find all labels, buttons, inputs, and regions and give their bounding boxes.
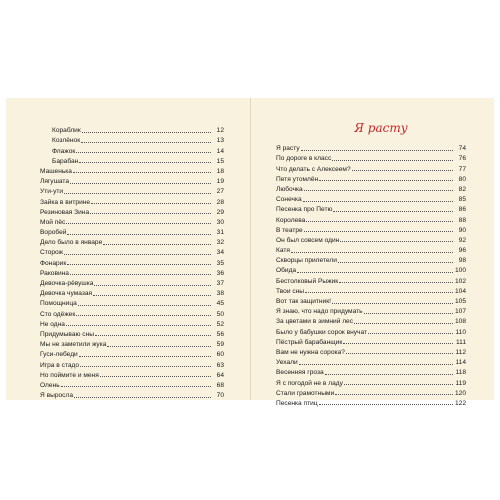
toc-entry-title: Придумываю сны [40,330,94,338]
dot-leader [82,132,211,133]
toc-entry-title: Лягушата [40,178,70,186]
toc-entry-title: Зайка в витрине [40,198,91,206]
toc-entry [40,277,224,287]
toc-entry [40,307,224,317]
toc-entry-page: 15 [216,157,224,165]
toc-entry [40,236,224,246]
toc-entry-page: 34 [216,249,224,257]
toc-entry-page: 85 [458,196,466,204]
toc-entry-title: Вам не нужна сорока? [276,348,345,356]
toc-entry [40,379,224,389]
toc-entry-title: Я с погодой не в ладу [276,379,343,387]
toc-entry-page: 60 [216,351,224,359]
toc-entry-page: 27 [216,188,224,196]
toc-entry-page: 119 [455,379,466,387]
toc-entry-title: Но поймите и меня [40,371,99,379]
toc-entry [40,287,224,297]
toc-entry [276,387,466,397]
toc-entry-title: Игра в стадо [40,361,80,369]
toc-entry-title: Козлёнок [52,137,81,145]
toc-entry-page: 50 [216,310,224,318]
dot-leader [304,190,453,191]
toc-entry [276,203,466,213]
toc-entry-title: Ути-ути [40,188,64,196]
toc-entry-page: 88 [458,216,466,224]
toc-entry-title: Олень [40,381,60,389]
toc-entry-page: 86 [458,206,466,214]
toc-entry [276,274,466,284]
toc-entry [276,285,466,295]
toc-entry-title: Твои сны [276,287,305,295]
toc-entry [40,348,224,358]
toc-entry [40,328,224,338]
toc-entry-title: Уехали [276,359,298,367]
toc-entry-page: 112 [455,348,466,356]
dot-leader [340,241,453,242]
toc-entry [276,366,466,376]
dot-leader [90,213,211,214]
toc-entry [40,369,224,379]
toc-entry [40,144,224,154]
toc-entry-page: 82 [458,185,466,193]
toc-entry [40,318,224,328]
toc-entry-title: Девочка-рёвушка [40,280,94,287]
dot-leader [306,221,453,222]
toc-entry [276,173,466,183]
toc-entry-title: Флажок [52,147,76,155]
toc-entry-page: 29 [216,208,224,216]
toc-entry [40,206,224,216]
dot-leader [297,272,453,273]
dot-leader [346,353,453,354]
toc-entry-title: Он был совсем один [276,236,340,244]
toc-entry-page: 107 [454,308,466,316]
toc-entry [40,338,224,348]
toc-entry-title: Пёстрый барабанщик [276,338,343,346]
dot-leader [100,376,211,377]
dot-leader [76,315,211,316]
toc-entry-title: Гуси-лебеди [40,351,78,359]
dot-leader [338,262,453,263]
toc-entry-title: В театре [276,226,303,234]
toc-entry [276,244,466,254]
toc-entry-page: 96 [458,247,466,255]
toc-entry-title: Я знаю, что надо придумать [276,308,363,316]
toc-entry-page: 59 [216,341,224,349]
toc-entry [40,124,224,134]
toc-entry-page: 13 [216,137,224,145]
dot-leader [61,386,211,387]
toc-entry [276,162,466,172]
dot-leader [344,384,453,385]
dot-leader [335,394,453,395]
toc-entry [276,376,466,386]
dot-leader [333,211,453,212]
dot-leader [364,313,453,314]
toc-entry-page: 102 [454,277,466,285]
toc-entry [276,193,466,203]
dot-leader [64,193,211,194]
dot-leader [352,170,453,171]
toc-entry [276,397,466,407]
toc-entry-page: 37 [216,280,224,287]
toc-entry-page: 122 [454,399,466,407]
dot-leader [291,252,453,253]
toc-entry [276,295,466,305]
toc-entry [276,183,466,193]
toc-entry [40,256,224,266]
toc-entry-title: Мы не заметили жука [40,341,107,349]
toc-entry-page: 74 [458,145,466,153]
dot-leader [78,305,211,306]
toc-entry-title: Машенька [40,167,72,175]
toc-entry [40,297,224,307]
toc-entry [276,142,466,152]
book-spine [250,98,251,400]
toc-entry-page: 52 [216,320,224,328]
toc-entry-page: 63 [216,361,224,369]
toc-entry-title: Бестолковый Рыжик [276,277,339,285]
toc-entry-page: 100 [454,267,466,275]
toc-entry-title: Стали грамотными [276,389,335,397]
dot-leader [79,356,211,357]
toc-entry-page: 114 [455,359,466,367]
toc-entry-page: 110 [455,328,466,336]
toc-entry [40,358,224,368]
toc-entry-page: 32 [216,239,224,247]
toc-entry [276,336,466,346]
toc-entry-page: 30 [216,218,224,226]
dot-leader [368,333,453,334]
toc-entry-page: 76 [458,155,466,163]
toc-entry [276,346,466,356]
dot-leader [301,150,453,151]
toc-entry [276,315,466,325]
toc-entry [276,325,466,335]
toc-entry-title: Барабан [52,157,79,165]
toc-entry-title: Резиновая Зина [40,208,90,216]
toc-entry [40,134,224,144]
dot-leader [354,323,453,324]
right-page-toc [276,120,466,407]
dot-leader [299,364,453,365]
dot-leader [319,404,453,405]
toc-entry-title: Кораблик [52,127,81,135]
toc-entry [276,264,466,274]
toc-entry-page: 80 [458,175,466,183]
toc-entry-title: Фонарик [40,259,67,267]
toc-entry-title: Весенняя гроза [276,369,324,377]
toc-entry-page: 118 [455,369,466,377]
toc-entry-title: Помощница [40,300,77,308]
dot-leader [107,346,211,347]
dot-leader [304,231,453,232]
toc-entry-title: За цветами в зимний лес [276,318,354,326]
toc-entry-title: Я расту [276,145,300,153]
toc-entry-page: 108 [454,318,466,326]
toc-entry-page: 12 [216,127,224,135]
toc-entry-title: Обида [276,267,297,275]
dot-leader [91,203,211,204]
toc-entry-page: 28 [216,198,224,206]
left-page-toc [40,124,224,399]
toc-entry-page: 98 [458,257,466,265]
toc-entry [276,305,466,315]
toc-entry-title: Было у бабушки сорок внучат [276,328,368,336]
toc-entry-page: 77 [458,165,466,173]
dot-leader [70,274,211,275]
toc-entry-page: 18 [216,167,224,175]
toc-entry [40,185,224,195]
dot-leader [66,325,211,326]
toc-entry [40,195,224,205]
dot-leader [305,292,453,293]
toc-entry [40,267,224,277]
dot-leader [93,295,211,296]
toc-entry-title: Сторож [40,249,64,257]
toc-entry-page: 64 [216,371,224,379]
toc-entry-page: 105 [454,298,466,305]
toc-entry-title: Девочка чумазая [40,290,93,298]
toc-entry-title: Воробей [40,229,67,237]
toc-entry-page: 70 [216,392,224,400]
toc-entry [40,175,224,185]
toc-entry-title: Королева [276,216,306,224]
toc-entry-title: Скворцы прилетели [276,257,337,265]
toc-entry [276,254,466,264]
dot-leader [73,172,211,173]
toc-entry-page: 19 [216,178,224,186]
toc-entry-title: Что делать с Алексеем? [276,165,351,173]
toc-entry-title: Сто одёжек [40,310,76,318]
dot-leader [94,285,211,286]
toc-entry-page: 120 [454,389,466,397]
dot-leader [79,162,211,163]
dot-leader [64,254,211,255]
book-spread [6,98,494,407]
dot-leader [66,223,211,224]
toc-entry-page: 90 [458,226,466,234]
toc-entry-page: 31 [216,229,224,237]
toc-entry-title: По дороге в класс [276,155,332,163]
toc-entry-page: 38 [216,290,224,298]
dot-leader [81,142,211,143]
dot-leader [343,343,453,344]
dot-leader [80,366,211,367]
dot-leader [95,335,211,336]
dot-leader [339,282,453,283]
toc-entry [40,216,224,226]
toc-entry-title: Песенка птиц [276,399,318,407]
toc-entry-page: 111 [455,338,466,346]
toc-entry-title: Катя [276,247,290,255]
dot-leader [74,397,211,398]
dot-leader [332,303,453,304]
toc-entry-title: Мой пёс [40,218,66,226]
toc-entry-page: 56 [216,330,224,338]
toc-entry [40,226,224,236]
toc-entry [276,213,466,223]
toc-entry-page: 68 [216,381,224,389]
toc-entry-title: Сонечка [276,196,302,204]
toc-entry-title: Петя утомлён [276,175,319,183]
dot-leader [76,152,211,153]
toc-entry [276,152,466,162]
dot-leader [67,234,211,235]
toc-entry-title: Не одна [40,320,65,328]
toc-entry-title: Любочка [276,185,303,193]
dot-leader [332,160,453,161]
dot-leader [325,374,453,375]
toc-entry [276,234,466,244]
toc-entry-title: Дело было в январе [40,239,103,247]
toc-entry-title: Раковина [40,269,69,277]
toc-entry-page: 45 [216,300,224,308]
toc-entry-page: 92 [458,236,466,244]
toc-entry-title: Вот так защитник! [276,298,331,305]
toc-entry [40,165,224,175]
toc-entry [276,356,466,366]
toc-entry-page: 14 [216,147,224,155]
toc-entry-page: 104 [454,287,466,295]
toc-entry [40,155,224,165]
dot-leader [319,180,453,181]
toc-entry-title: Песенка про Петю [276,206,333,214]
toc-entry-page: 36 [216,269,224,277]
dot-leader [67,264,211,265]
dot-leader [303,201,453,202]
toc-entry [276,224,466,234]
toc-entry [40,246,224,256]
dot-leader [103,244,211,245]
toc-entry-title: Я выросла [40,392,73,400]
section-heading: Я расту [354,121,408,135]
toc-entry-page: 35 [216,259,224,267]
right-toc-list [276,142,466,407]
toc-entry [40,389,224,399]
dot-leader [70,183,211,184]
